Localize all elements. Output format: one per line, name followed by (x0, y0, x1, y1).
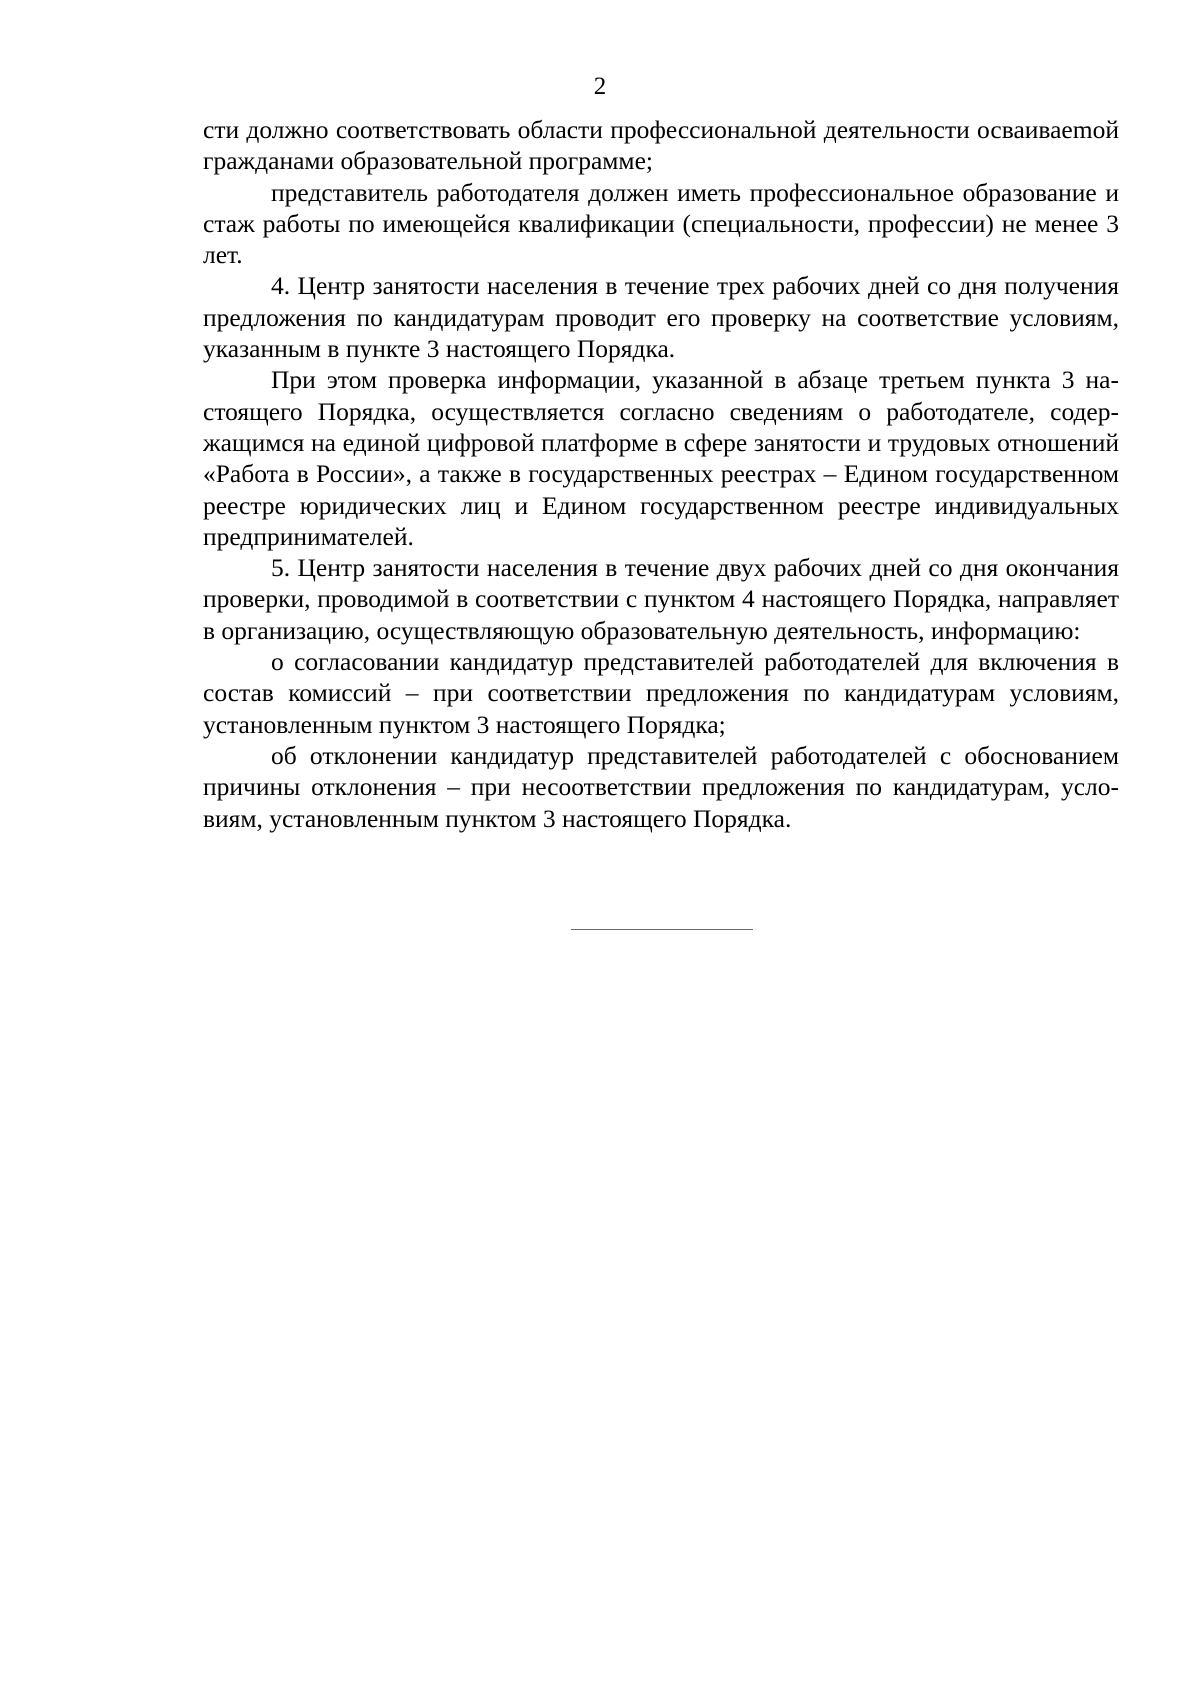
document-body (203, 114, 1119, 834)
paragraph-item-4: 4. Центр занятости населения в течение трех рабочих дней со дня получения предложения по кандидатурам проводит его проверку на соответствие условиям, указанным в пункте 3 настоящего Порядка. (203, 271, 1119, 364)
paragraph-rejection: об отклонении кандидатур представителей работодателей с обоснованием причины отклонения – при несоответствии предложения по кандидатурам, условиям, установленным пунктом 3 настоящего Порядка. (203, 740, 1119, 833)
paragraph-item-5: 5. Центр занятости населения в течение двух рабочих дней со дня окончания проверки, проводимой в соответствии с пунктом 4 настоящего Порядка, направляет в организацию, осуществляющую образовательную деятельность, информацию: (203, 553, 1119, 645)
page-number: 2 (593, 73, 607, 100)
paragraph-approval: о согласовании кандидатур представителей работодателей для включения в состав комиссий – при соответствии предложения по кандидатурам условиям, установленным пунктом 3 настоящего Порядка; (203, 647, 1119, 739)
paragraph-continuation: сти должно соответствовать области профессиональной деятельности осваиваеmой гражданами образовательной программе; (203, 115, 1119, 176)
end-of-document-line (571, 929, 753, 930)
paragraph-employer-representative: представитель работодателя должен иметь профессиональное образование и стаж работы по имеющейся квалификации (специальности, профессии) не менее 3 лет. (203, 177, 1119, 270)
paragraph-verification: При этом проверка информации, указанной в абзаце третьем пункта 3 настоящего Порядка, осуществляется согласно сведениям о работодателе, содержащимся на единой цифровой платформе в сфере занятости и трудовых отношений «Работа в России», а также в государственных реестрах – Едином государственном реестре юридических лиц и Едином государственном реестре индивидуальных предпринимателей. (203, 365, 1119, 551)
